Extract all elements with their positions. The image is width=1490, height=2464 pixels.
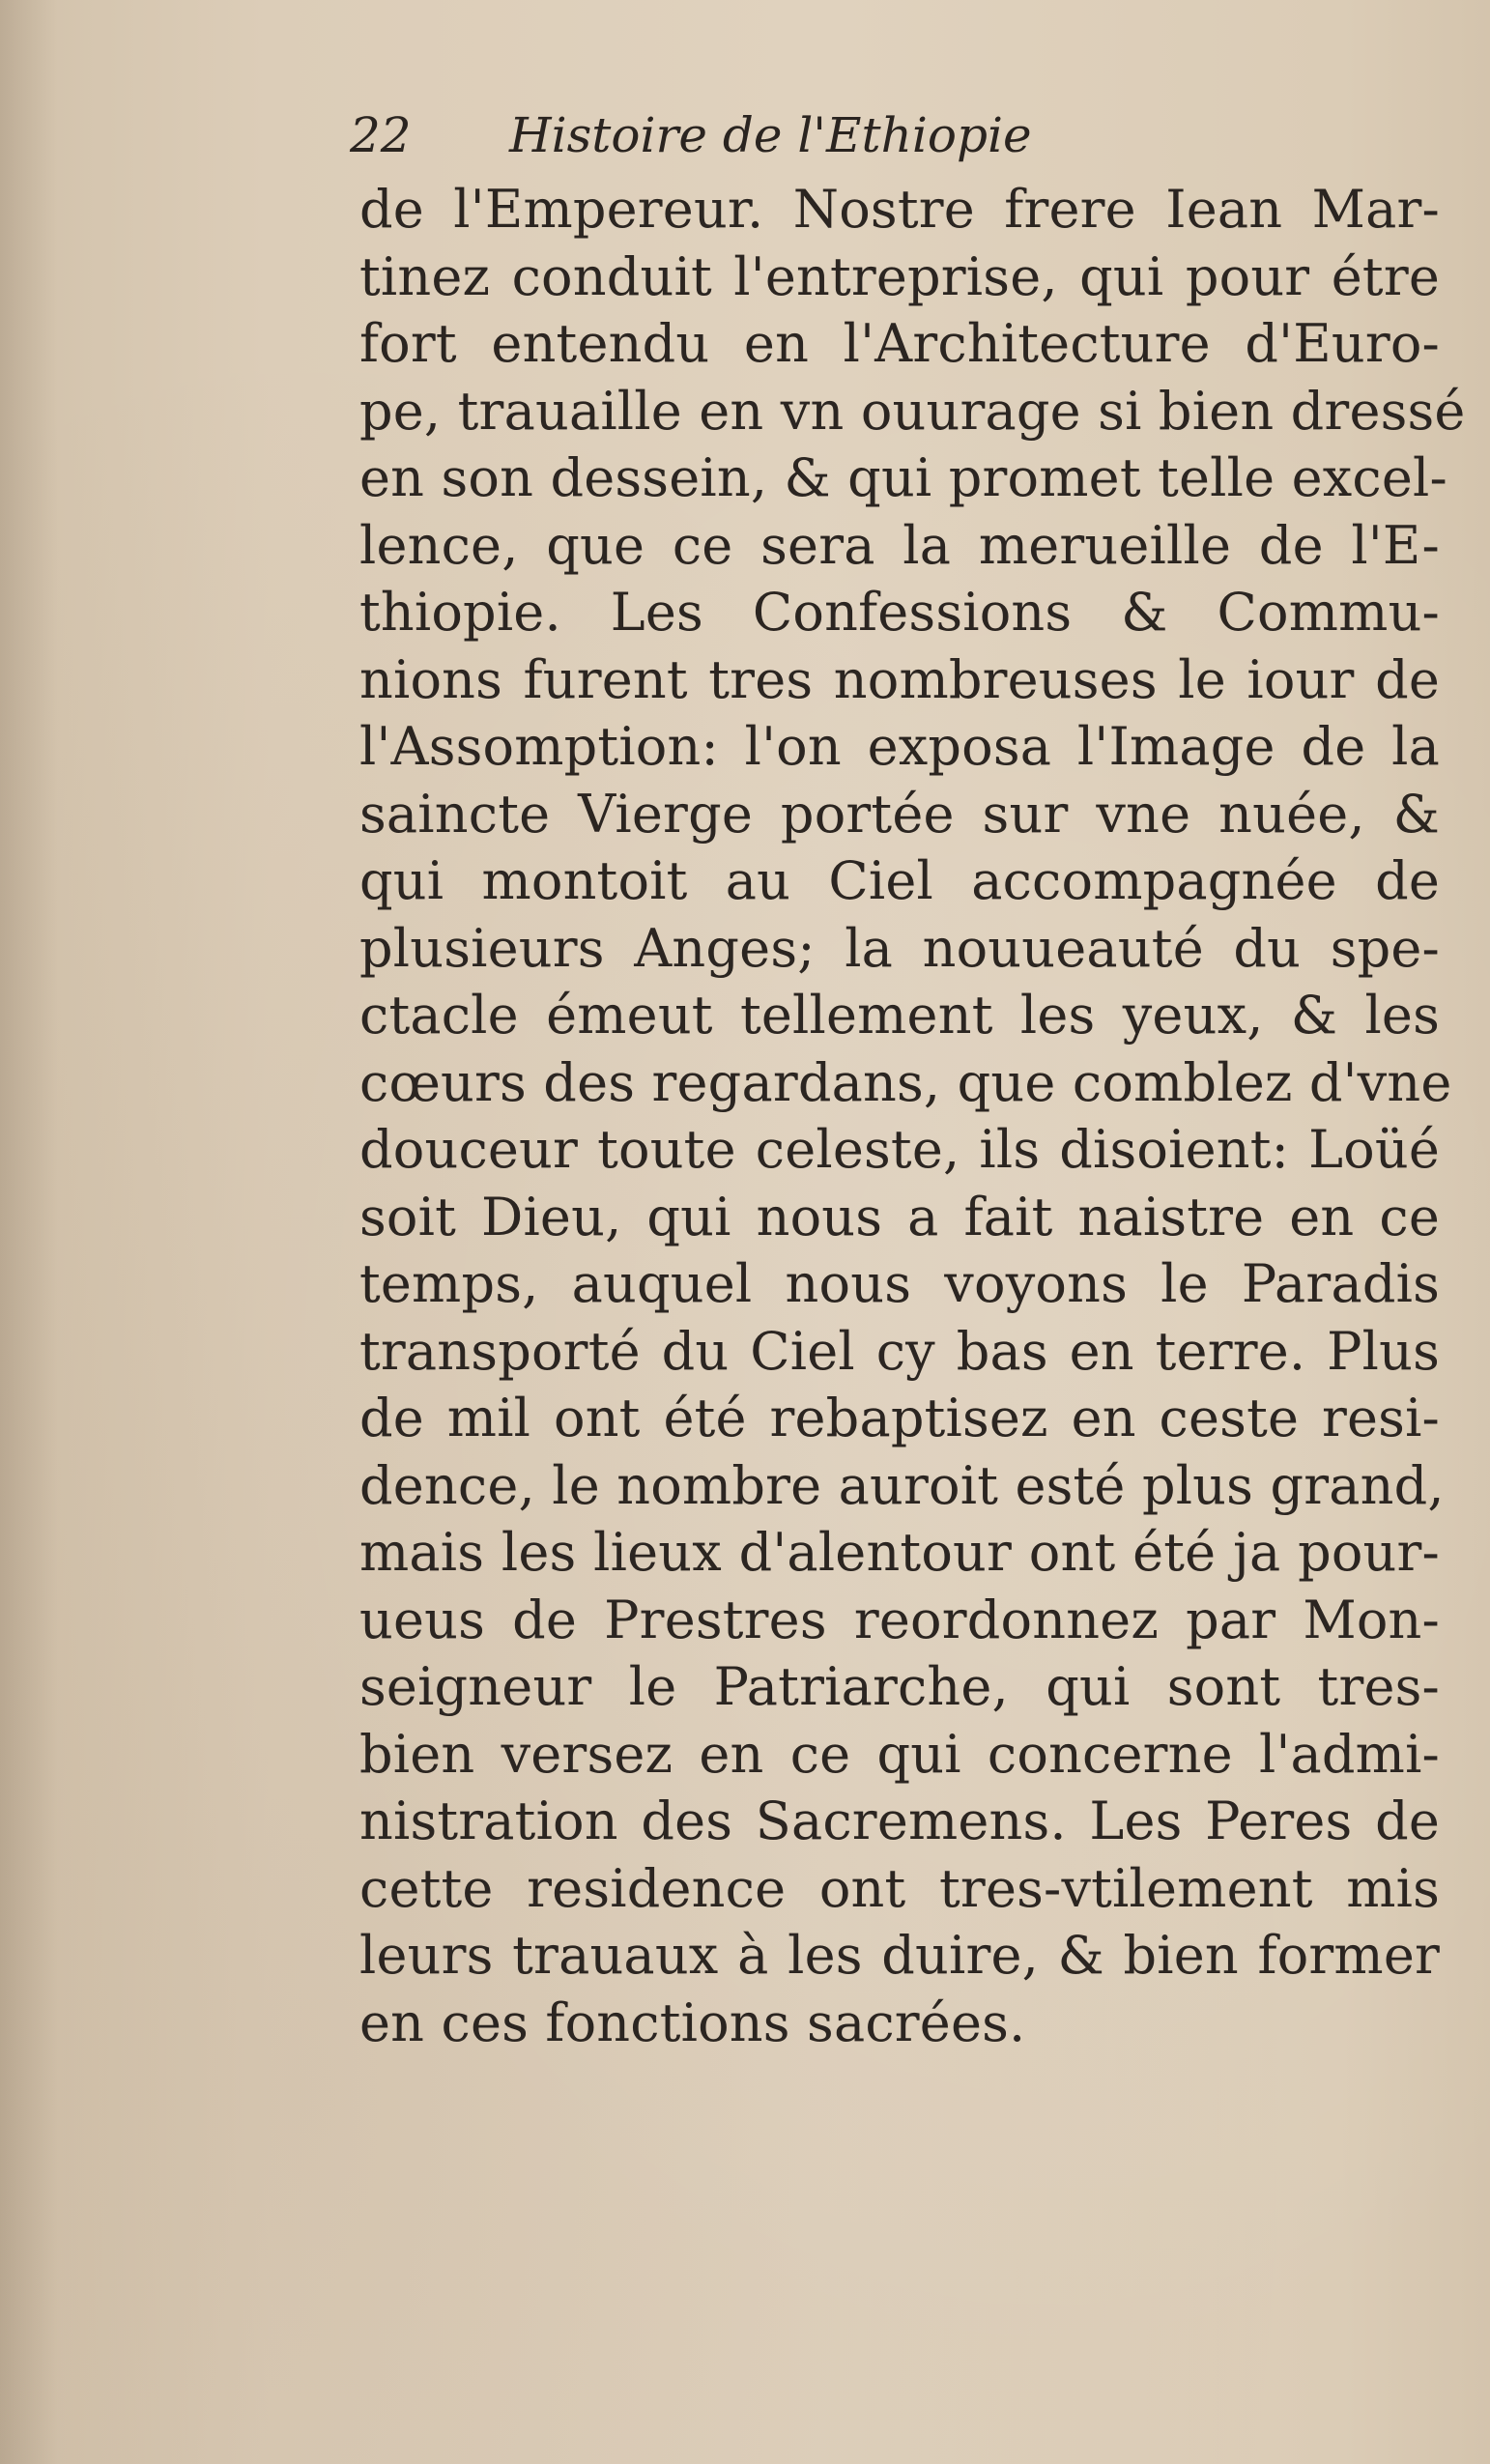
text-line: nistration des Sacremens. Les Peres de	[359, 1791, 1440, 1851]
text-line: thiopie. Les Confessions & Commu-	[359, 582, 1440, 643]
text-line: de l'Empereur. Nostre frere Iean Mar-	[359, 179, 1440, 240]
text-line: qui montoit au Ciel accompagnée de	[359, 850, 1440, 911]
text-line: lence, que ce sera la merueille de l'E-	[359, 514, 1440, 576]
text-line-last: en ces fonctions sacrées.	[359, 1991, 1026, 2053]
text-line: temps, auquel nous voyons le Paradis	[359, 1253, 1440, 1314]
gutter-shadow	[0, 0, 58, 2464]
text-line: ueus de Prestres reordonnez par Mon-	[359, 1589, 1440, 1650]
text-line: transporté du Ciel cy bas en terre. Plus	[359, 1320, 1440, 1382]
text-line: cette residence ont tres-vtilement mis	[359, 1857, 1440, 1919]
text-line: de mil ont été rebaptisez en ceste resi-	[359, 1388, 1440, 1448]
text-line: nions furent tres nombreuses le iour de	[359, 648, 1440, 710]
text-line: pe, trauaille en vn ouurage si bien dressé	[359, 380, 1466, 442]
running-head	[350, 97, 1219, 174]
text-line: bien versez en ce qui concerne l'admi-	[359, 1723, 1440, 1785]
text-line: cœurs des regardans, que comblez d'vne	[359, 1051, 1452, 1113]
text-line: tinez conduit l'entreprise, qui pour étre	[359, 245, 1440, 307]
text-line: soit Dieu, qui nous a fait naistre en ce	[359, 1186, 1440, 1247]
text-line: fort entendu en l'Architecture d'Euro-	[359, 313, 1440, 374]
text-line: mais les lieux d'alentour ont été ja pour-	[359, 1522, 1440, 1583]
text-line: saincte Vierge portée sur vne nuée, &	[359, 783, 1440, 845]
text-line: en son dessein, & qui promet telle excel-	[359, 447, 1447, 508]
running-title: Histoire de l'Ethiopie	[509, 107, 1032, 163]
body-text	[359, 176, 1466, 2056]
text-line: douceur toute celeste, ils disoient: Loüé	[359, 1119, 1440, 1180]
text-line: leurs trauaux à les duire, & bien former	[359, 1925, 1440, 1986]
text-line: ctacle émeut tellement les yeux, & les	[359, 985, 1440, 1046]
text-line: l'Assomption: l'on exposa l'Image de la	[359, 716, 1440, 777]
text-line: dence, le nombre auroit esté plus grand,	[359, 1454, 1445, 1516]
text-line: seigneur le Patriarche, qui sont tres-	[359, 1656, 1440, 1717]
text-line: plusieurs Anges; la nouueauté du spe-	[359, 917, 1440, 979]
page-number: 22	[350, 107, 412, 163]
